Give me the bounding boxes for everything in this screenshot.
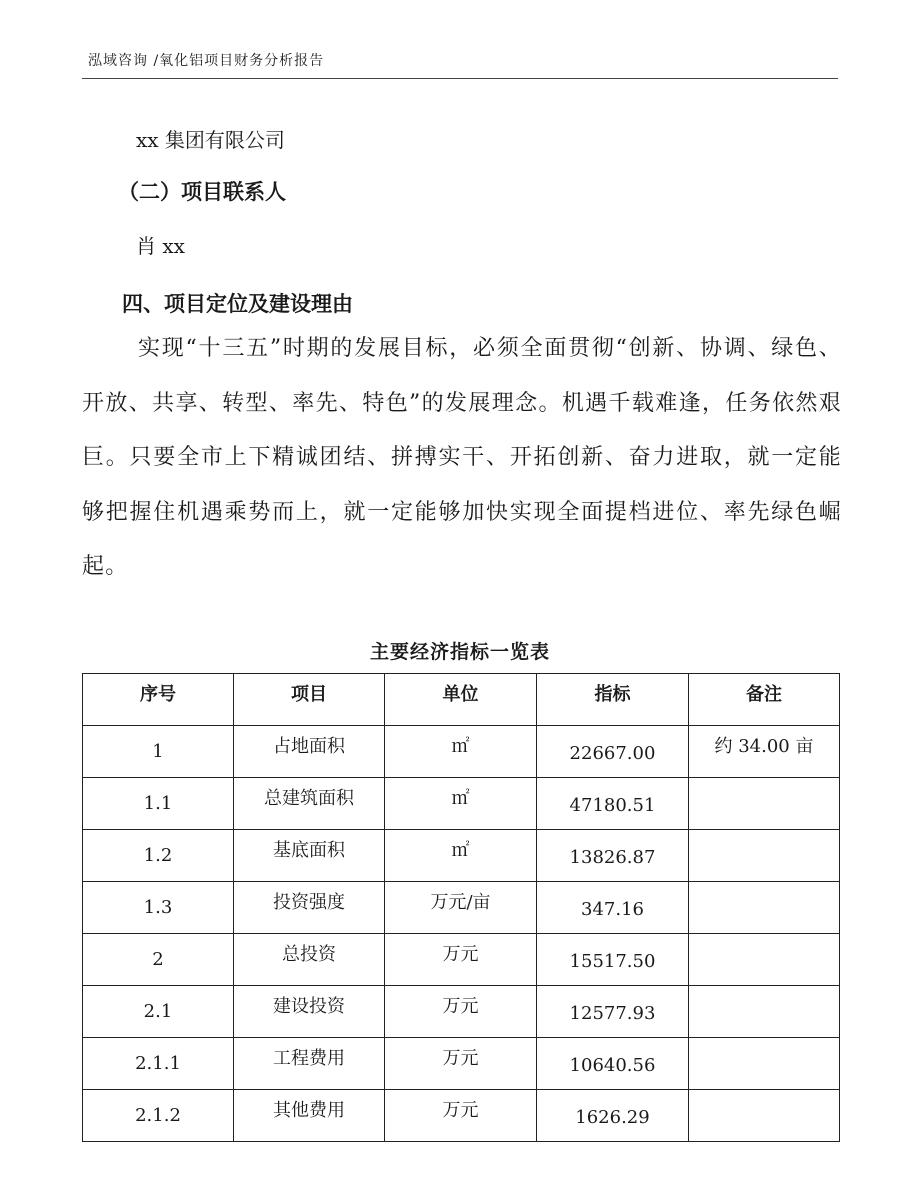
row-item: 总建筑面积 (234, 778, 385, 830)
table-row (83, 1038, 840, 1090)
row-value: 1626.29 (537, 1090, 689, 1142)
row-index: 2.1 (83, 986, 234, 1038)
row-value: 347.16 (537, 882, 689, 934)
row-note: 约 34.00 亩 (689, 726, 840, 778)
row-index: 1.1 (83, 778, 234, 830)
page-header: 泓域咨询 /氧化铝项目财务分析报告 (88, 53, 325, 69)
contact-heading: （二）项目联系人 (118, 179, 286, 204)
header-cell-unit: 单位 (385, 674, 537, 726)
row-value: 15517.50 (537, 934, 689, 986)
row-index: 1.2 (83, 830, 234, 882)
table-row (83, 830, 840, 882)
row-note (689, 934, 840, 986)
table-row (83, 778, 840, 830)
row-index: 2.1.1 (83, 1038, 234, 1090)
row-note (689, 882, 840, 934)
indicators-table (82, 673, 840, 1142)
table-row (83, 986, 840, 1038)
row-item: 工程费用 (234, 1038, 385, 1090)
row-unit: 万元 (385, 1038, 537, 1090)
row-unit: ㎡ (385, 778, 537, 830)
row-unit: 万元 (385, 1090, 537, 1142)
header-divider (82, 78, 838, 79)
header-cell-value: 指标 (537, 674, 689, 726)
header-cell-note: 备注 (689, 674, 840, 726)
row-unit: 万元 (385, 934, 537, 986)
row-index: 1 (83, 726, 234, 778)
row-value: 10640.56 (537, 1038, 689, 1090)
row-item: 建设投资 (234, 986, 385, 1038)
row-unit: 万元/亩 (385, 882, 537, 934)
row-index: 1.3 (83, 882, 234, 934)
row-value: 47180.51 (537, 778, 689, 830)
row-note (689, 778, 840, 830)
row-note (689, 1038, 840, 1090)
contact-name: 肖 xx (136, 234, 185, 258)
section-heading: 四、项目定位及建设理由 (122, 291, 353, 316)
row-note (689, 986, 840, 1038)
table-header-row (83, 674, 840, 726)
row-item: 基底面积 (234, 830, 385, 882)
table-title: 主要经济指标一览表 (369, 641, 550, 663)
table-row (83, 1090, 840, 1142)
row-item: 投资强度 (234, 882, 385, 934)
row-value: 12577.93 (537, 986, 689, 1038)
table-row (83, 726, 840, 778)
row-index: 2.1.2 (83, 1090, 234, 1142)
row-value: 13826.87 (537, 830, 689, 882)
row-item: 占地面积 (234, 726, 385, 778)
row-unit: 万元 (385, 986, 537, 1038)
row-value: 22667.00 (537, 726, 689, 778)
row-note (689, 1090, 840, 1142)
header-cell-item: 项目 (234, 674, 385, 726)
row-note (689, 830, 840, 882)
row-item: 其他费用 (234, 1090, 385, 1142)
table-row (83, 934, 840, 986)
row-item: 总投资 (234, 934, 385, 986)
body-paragraph: 实现“十三五”时期的发展目标，必须全面贯彻“创新、协调、绿色、开放、共享、转型、率先、特色”的发展理念。机遇千载难逢，任务依然艰巨。只要全市上下精诚团结、拼搏实干、开拓创新、奋力进取，就一定能够把握住机遇乘势而上，就一定能够加快实现全面提档进位、率先绿色崛起。 (82, 336, 842, 579)
row-unit: ㎡ (385, 726, 537, 778)
header-cell-index: 序号 (83, 674, 234, 726)
row-unit: ㎡ (385, 830, 537, 882)
table-row (83, 882, 840, 934)
row-index: 2 (83, 934, 234, 986)
company-name: xx 集团有限公司 (136, 128, 285, 152)
